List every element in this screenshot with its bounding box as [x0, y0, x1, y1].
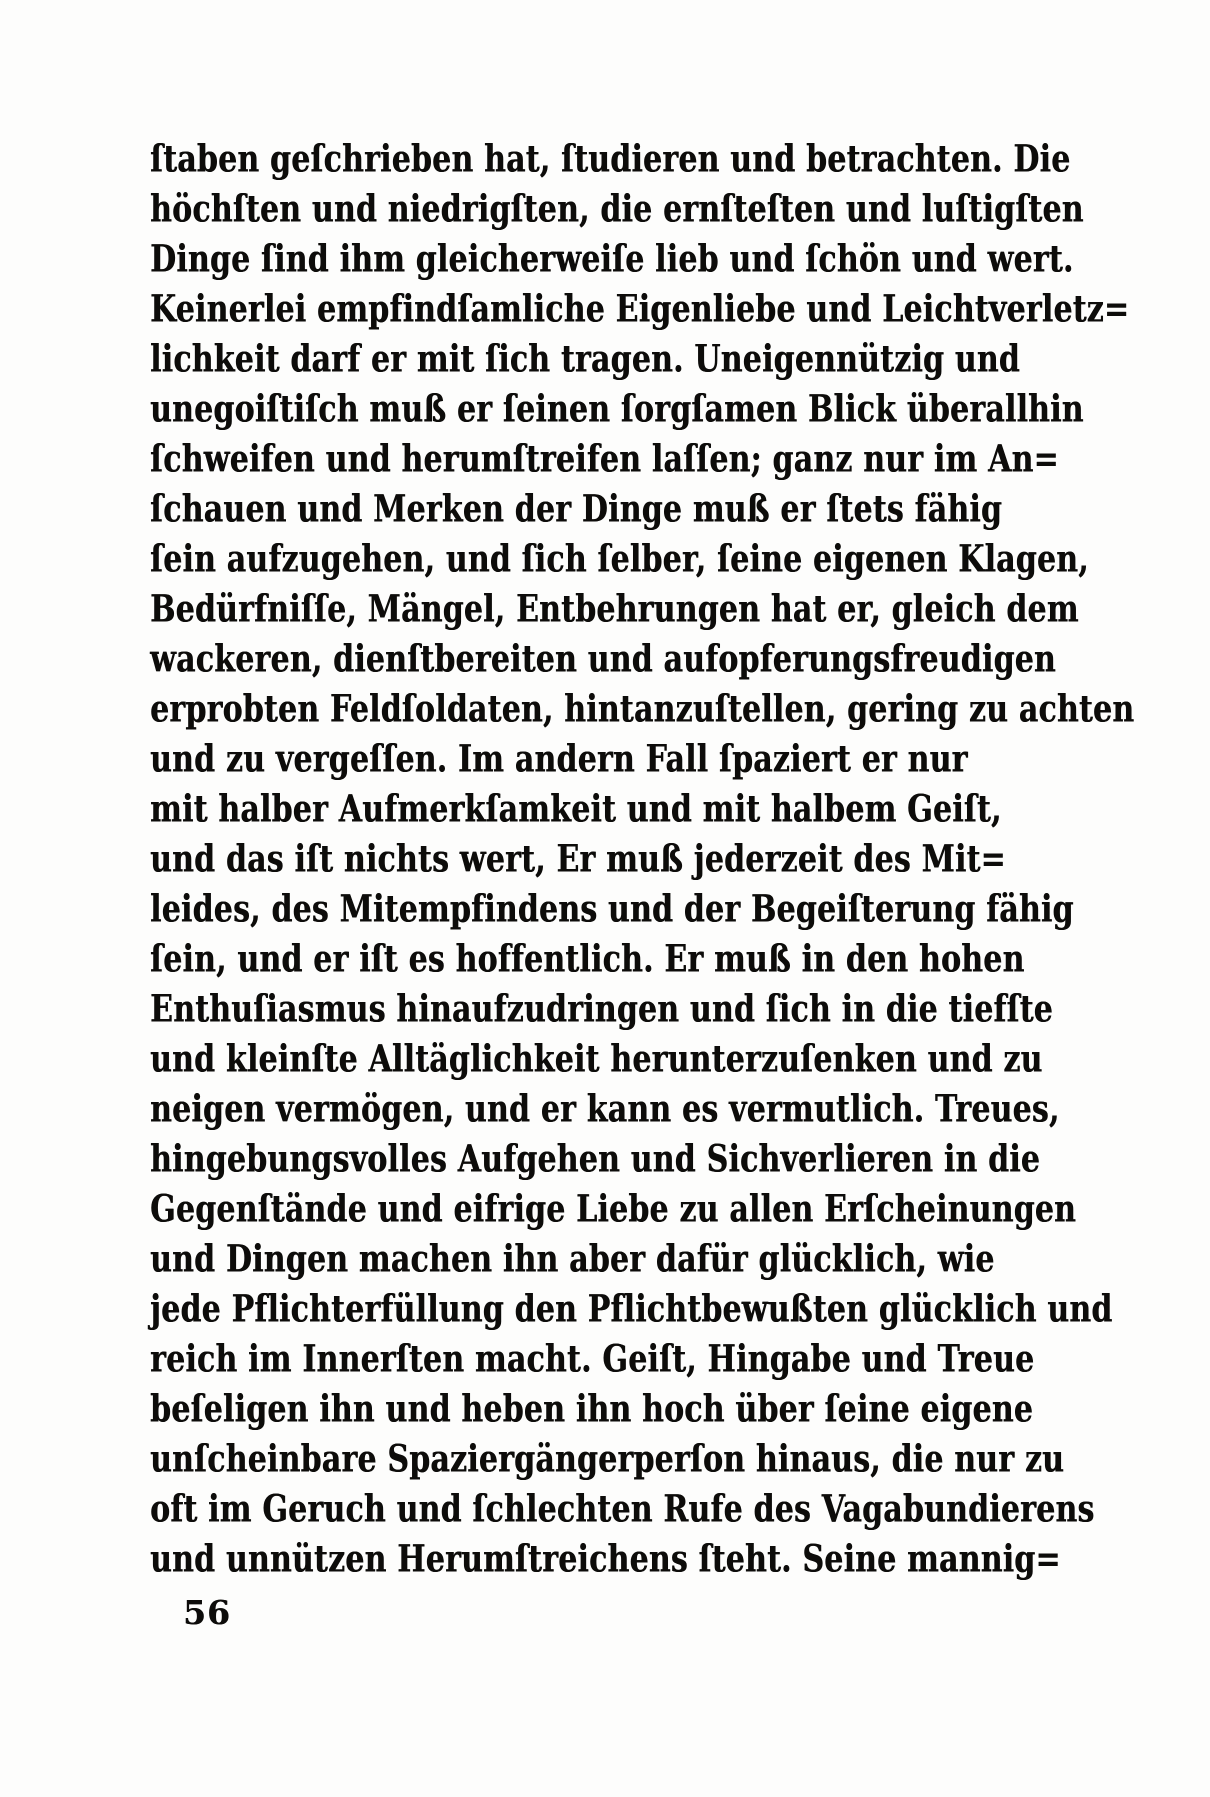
text-line: und kleinſte Alltäglichkeit herunterzuſenken und zu: [150, 1037, 1043, 1082]
text-line: ſtaben geſchrieben hat, ſtudieren und betrachten. Die: [150, 137, 1071, 182]
text-line: ſchweifen und herumſtreifen laſſen; ganz nur im An=: [150, 437, 1059, 482]
text-line: unegoiſtiſch muß er ſeinen ſorgſamen Blick überallhin: [150, 387, 1084, 432]
text-line: ſchauen und Merken der Dinge muß er ſtets fähig: [150, 487, 1002, 532]
text-line: hingebungsvolles Aufgehen und Sichverlieren in die: [150, 1137, 1041, 1182]
body-text-block: [150, 135, 1135, 1585]
text-line: und zu vergeſſen. Im andern Fall ſpaziert er nur: [150, 737, 968, 782]
text-line: Bedürfniſſe, Mängel, Entbehrungen hat er, gleich dem: [150, 587, 1079, 632]
text-line: höchſten und niedrigſten, die ernſteſten und luſtigſten: [150, 187, 1084, 232]
text-line: mit halber Aufmerkſamkeit und mit halbem Geiſt,: [150, 787, 1002, 832]
text-line: Gegenſtände und eifrige Liebe zu allen Erſcheinungen: [150, 1187, 1077, 1232]
text-line: oft im Geruch und ſchlechten Rufe des Vagabundierens: [150, 1487, 1095, 1532]
text-line: Keinerlei empfindſamliche Eigenliebe und Leichtverletz=: [150, 287, 1130, 332]
text-line: Enthuſiasmus hinaufzudringen und ſich in die tiefſte: [150, 987, 1053, 1032]
text-line: Dinge ſind ihm gleicherweiſe lieb und ſchön und wert.: [150, 237, 1074, 282]
text-line: und das iſt nichts wert, Er muß jederzeit des Mit=: [150, 837, 1006, 882]
text-line: ſein, und er iſt es hoffentlich. Er muß in den hohen: [150, 937, 1025, 982]
page-number: 56: [183, 1593, 231, 1632]
text-line: wackeren, dienſtbereiten und aufopferungsfreudigen: [150, 637, 1056, 682]
text-line: beſeligen ihn und heben ihn hoch über ſeine eigene: [150, 1387, 1034, 1432]
text-line: und Dingen machen ihn aber dafür glücklich, wie: [150, 1237, 995, 1282]
text-line: neigen vermögen, und er kann es vermutlich. Treues,: [150, 1087, 1060, 1132]
text-line: erprobten Feldſoldaten, hintanzuſtellen, gering zu achten: [150, 687, 1135, 732]
text-line: reich im Innerſten macht. Geiſt, Hingabe und Treue: [150, 1337, 1035, 1382]
text-line: leides, des Mitempfindens und der Begeiſterung fähig: [150, 887, 1074, 932]
text-line: und unnützen Herumſtreichens ſteht. Seine mannig=: [150, 1537, 1061, 1582]
text-line: jede Pflichterfüllung den Pflichtbewußten glücklich und: [150, 1287, 1113, 1332]
text-line: ſein aufzugehen, und ſich ſelber, ſeine eigenen Klagen,: [150, 537, 1089, 582]
text-line: lichkeit darf er mit ſich tragen. Uneigennützig und: [150, 337, 1020, 382]
text-line: unſcheinbare Spaziergängerperſon hinaus, die nur zu: [150, 1437, 1065, 1482]
